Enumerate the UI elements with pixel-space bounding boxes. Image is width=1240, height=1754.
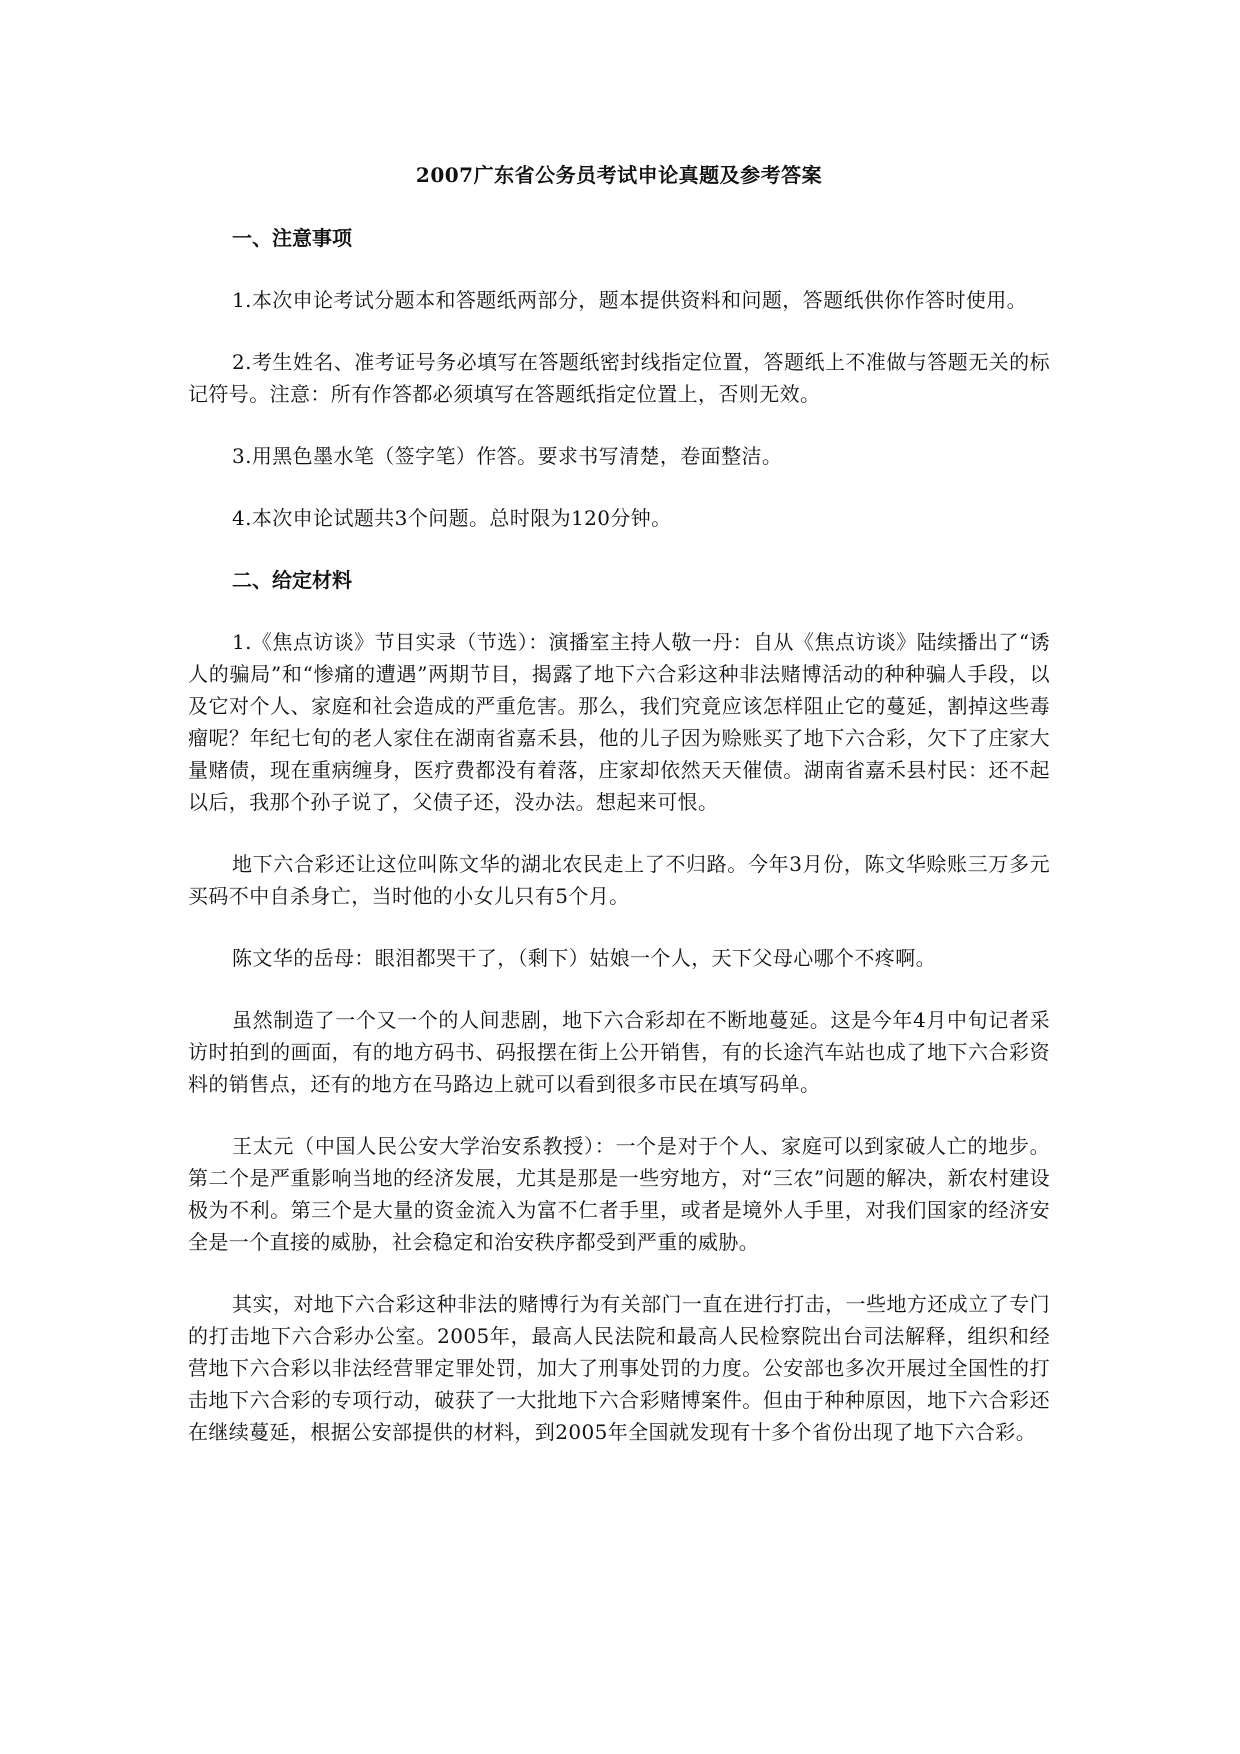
note-item-2: 2.考生姓名、准考证号务必填写在答题纸密封线指定位置，答题纸上不准做与答题无关的标记符号。注意：所有作答都必须填写在答题纸指定位置上，否则无效。 bbox=[188, 350, 1050, 406]
material-paragraph-2: 地下六合彩还让这位叫陈文华的湖北农民走上了不归路。今年3月份，陈文华赊账三万多元买码不中自杀身亡，当时他的小女儿只有5个月。 bbox=[188, 852, 1050, 908]
material-paragraph-6: 其实，对地下六合彩这种非法的赌博行为有关部门一直在进行打击，一些地方还成立了专门的打击地下六合彩办公室。2005年，最高人民法院和最高人民检察院出台司法解释，组织和经营地下六合彩以非法经营罪定罪处罚，加大了刑事处罚的力度。公安部也多次开展过全国性的打击地下六合彩的专项行动，破获了一大批地下六合彩赌博案件。但由于种种原因，地下六合彩还在继续蔓延，根据公安部提供的材料，到2005年全国就发现有十多个省份出现了地下六合彩。 bbox=[188, 1292, 1050, 1444]
note-item-1: 1.本次申论考试分题本和答题纸两部分，题本提供资料和问题，答题纸供你作答时使用。 bbox=[232, 288, 1028, 312]
document-title: 2007广东省公务员考试申论真题及参考答案 bbox=[415, 163, 823, 187]
material-paragraph-5: 王太元（中国人民公安大学治安系教授）：一个是对于个人、家庭可以到家破人亡的地步。第二个是严重影响当地的经济发展，尤其是那是一些穷地方，对“三农”问题的解决，新农村建设极为不利。第三个是大量的资金流入为富不仁者手里，或者是境外人手里，对我们国家的经济安全是一个直接的威胁，社会稳定和治安秩序都受到严重的威胁。 bbox=[188, 1134, 1050, 1254]
material-paragraph-3: 陈文华的岳母：眼泪都哭干了，（剩下）姑娘一个人，天下父母心哪个不疼啊。 bbox=[232, 946, 936, 970]
section-heading-notes: 一、注意事项 bbox=[232, 226, 352, 250]
material-paragraph-4: 虽然制造了一个又一个的人间悲剧，地下六合彩却在不断地蔓延。这是今年4月中旬记者采访时拍到的画面，有的地方码书、码报摆在街上公开销售，有的长途汽车站也成了地下六合彩资料的销售点，还有的地方在马路边上就可以看到很多市民在填写码单。 bbox=[188, 1008, 1050, 1096]
note-item-3: 3.用黑色墨水笔（签字笔）作答。要求书写清楚，卷面整洁。 bbox=[232, 444, 783, 468]
material-paragraph-1: 1.《焦点访谈》节目实录（节选）：演播室主持人敬一丹：自从《焦点访谈》陆续播出了“诱人的骗局”和“惨痛的遭遇”两期节目，揭露了地下六合彩这种非法赌博活动的种种骗人手段，以及它对个人、家庭和社会造成的严重危害。那么，我们究竟应该怎样阻止它的蔓延，割掉这些毒瘤呢？年纪七旬的老人家住在湖南省嘉禾县，他的儿子因为赊账买了地下六合彩，欠下了庄家大量赌债，现在重病缠身，医疗费都没有着落，庄家却依然天天催债。湖南省嘉禾县村民：还不起以后，我那个孙子说了，父债子还，没办法。想起来可恨。 bbox=[188, 630, 1050, 814]
note-item-4: 4.本次申论试题共3个问题。总时限为120分钟。 bbox=[232, 506, 672, 530]
document-page bbox=[188, 160, 1050, 1478]
section-heading-materials: 二、给定材料 bbox=[232, 568, 352, 592]
